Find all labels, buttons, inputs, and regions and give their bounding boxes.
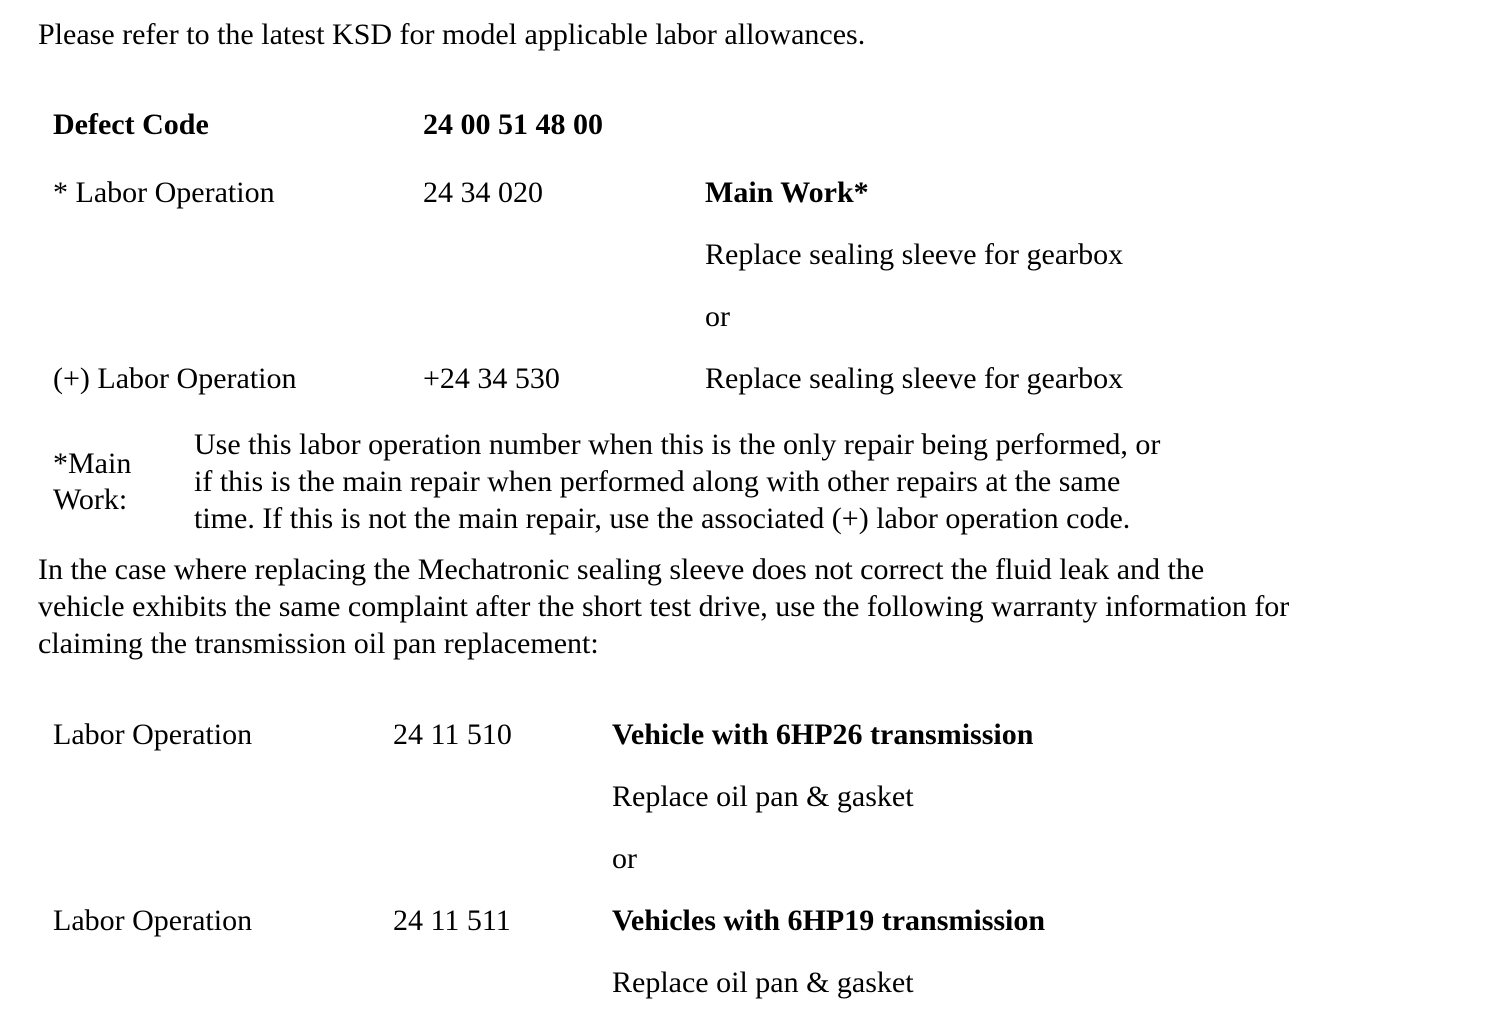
oil-pan-paragraph-line2: vehicle exhibits the same complaint after the short test drive, use the following warranty information for — [38, 590, 1290, 623]
labor-operation-description: Replace sealing sleeve for gearbox — [705, 238, 1124, 271]
plus-labor-operation-description: Replace sealing sleeve for gearbox — [705, 362, 1124, 395]
intro-text: Please refer to the latest KSD for model applicable labor allowances. — [38, 18, 866, 51]
main-work-note-label-line1: *Main — [53, 447, 132, 480]
defect-code-label: Defect Code — [53, 108, 209, 141]
or-separator: or — [612, 842, 637, 875]
oil-pan-paragraph-line1: In the case where replacing the Mechatronic sealing sleeve does not correct the fluid leak and the — [38, 553, 1205, 586]
transmission-6hp26-heading: Vehicle with 6HP26 transmission — [612, 718, 1034, 751]
main-work-note-line2: if this is the main repair when performed along with other repairs at the same — [194, 465, 1121, 498]
transmission-6hp19-heading: Vehicles with 6HP19 transmission — [612, 904, 1046, 937]
main-work-note-line3: time. If this is not the main repair, use the associated (+) labor operation code. — [194, 502, 1131, 535]
defect-code-value: 24 00 51 48 00 — [423, 108, 603, 141]
labor-operation-label: Labor Operation — [53, 718, 253, 751]
oil-pan-description: Replace oil pan & gasket — [612, 966, 914, 999]
labor-operation-code: 24 11 510 — [393, 718, 512, 751]
labor-operation-code: 24 34 020 — [423, 176, 543, 209]
plus-labor-operation-code: +24 34 530 — [423, 362, 560, 395]
main-work-heading: Main Work* — [705, 176, 869, 209]
oil-pan-description: Replace oil pan & gasket — [612, 780, 914, 813]
oil-pan-paragraph-line3: claiming the transmission oil pan replacement: — [38, 627, 599, 660]
labor-operation-label: * Labor Operation — [53, 176, 275, 209]
labor-operation-label: Labor Operation — [53, 904, 253, 937]
or-separator: or — [705, 300, 730, 333]
labor-operation-code: 24 11 511 — [393, 904, 511, 937]
plus-labor-operation-label: (+) Labor Operation — [53, 362, 297, 395]
main-work-note-line1: Use this labor operation number when this is the only repair being performed, or — [194, 428, 1161, 461]
main-work-note-label-line2: Work: — [53, 483, 128, 516]
